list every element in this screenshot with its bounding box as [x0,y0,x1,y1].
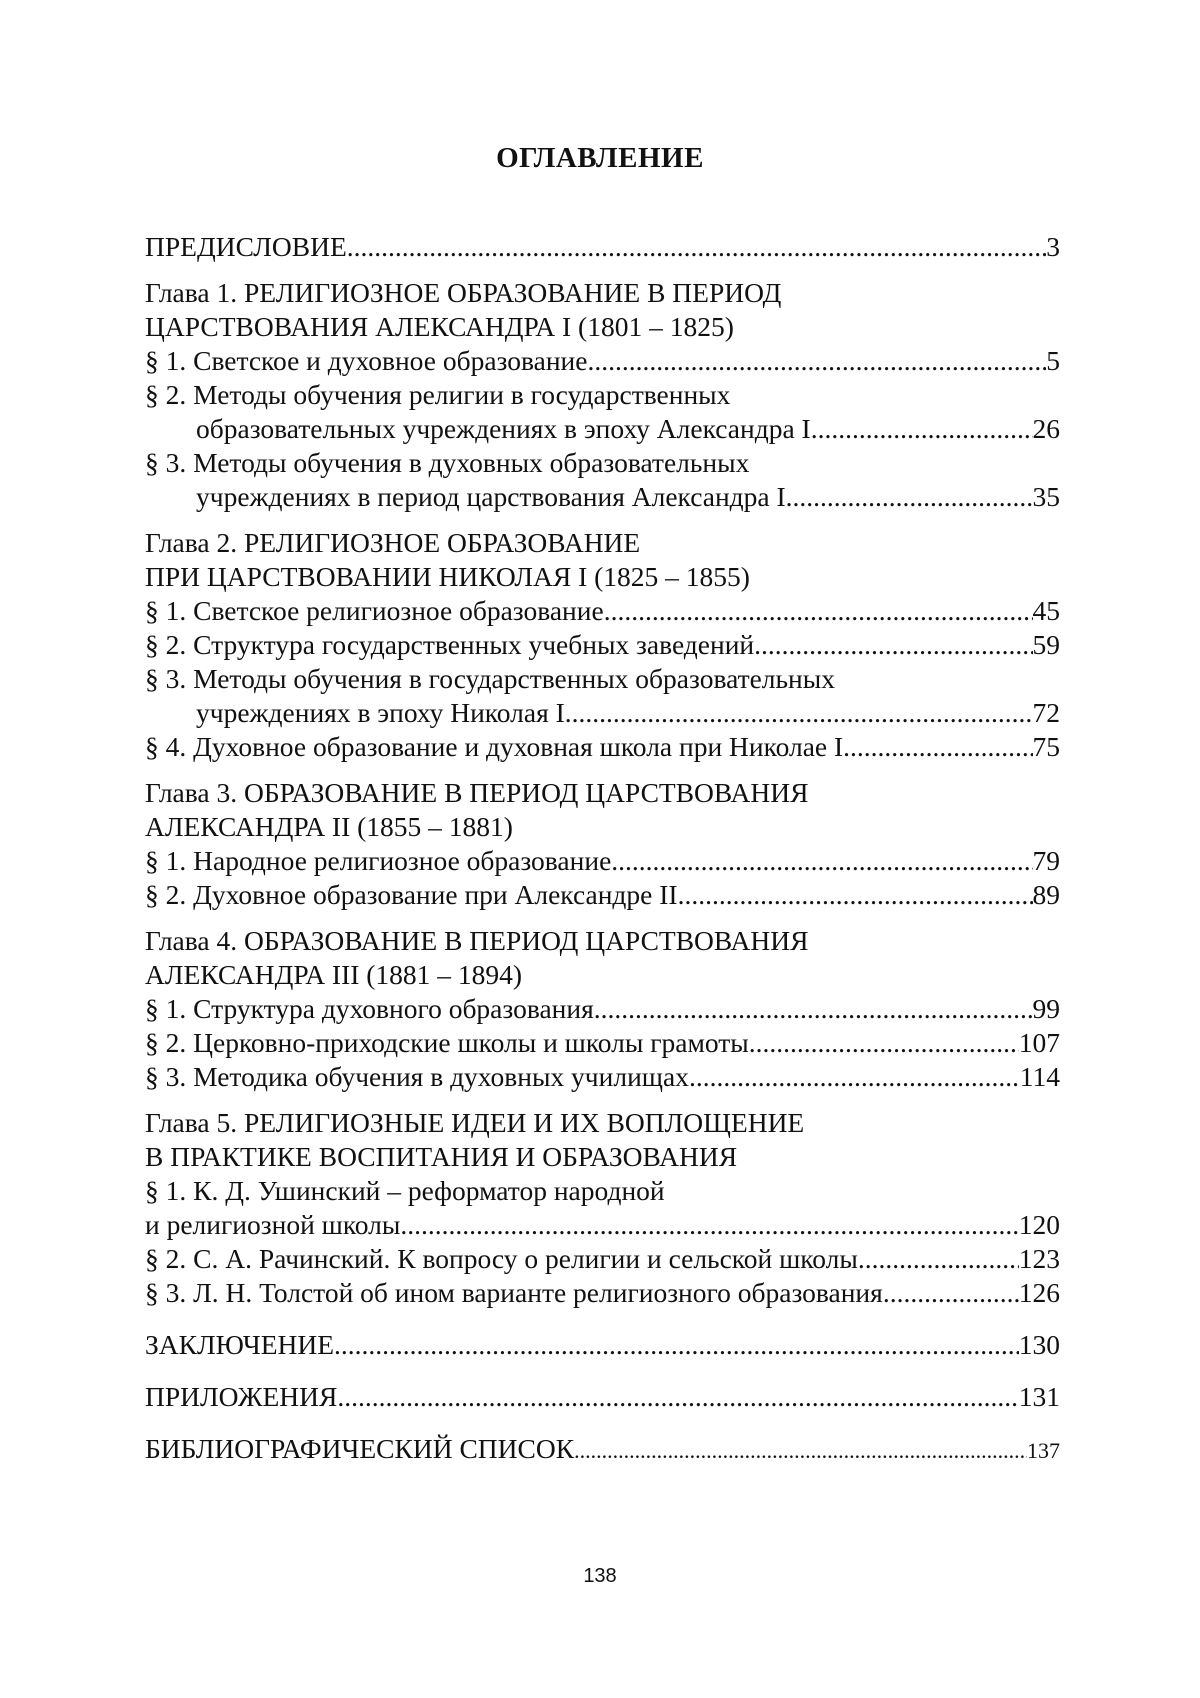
entry-title: ЗАКЛЮЧЕНИЕ [145,1329,335,1360]
entry-title: § 3. Л. Н. Толстой об ином варианте религиозного образования [145,1277,883,1308]
chapter-2-heading[interactable]: Глава 2. РЕЛИГИОЗНОЕ ОБРАЗОВАНИЕ [145,527,641,558]
toc-entry-ch2-s2[interactable] [145,628,1060,662]
dot-leader [678,878,1033,912]
dot-leader [587,344,1046,378]
toc-entry-ch5-s1-title[interactable]: § 1. К. Д. Ушинский – реформатор народной [145,1175,665,1206]
dot-leader [334,1328,1019,1362]
toc-entry-appendix[interactable] [145,1380,1060,1414]
dot-leader [786,480,1033,514]
entry-title: § 1. Светское и духовное образование [145,345,588,376]
page-ref: 131 [1018,1381,1060,1412]
chapter-1-heading-cont[interactable]: ЦАРСТВОВАНИЯ АЛЕКСАНДРА I (1801 – 1825) [145,311,734,342]
entry-title: и религиозной школы [145,1209,401,1240]
toc-entry-bibliography[interactable] [145,1432,1060,1466]
toc-entry-ch4-s3[interactable] [145,1060,1060,1094]
page-title: ОГЛАВЛЕНИЕ [496,142,704,174]
entry-title: § 1. Светское религиозное образование [145,595,604,626]
chapter-4-heading-cont[interactable]: АЛЕКСАНДРА III (1881 – 1894) [145,959,523,990]
chapter-5-heading[interactable]: Глава 5. РЕЛИГИОЗНЫЕ ИДЕИ И ИХ ВОПЛОЩЕНИЕ [145,1107,805,1138]
toc-entry-ch1-s1[interactable] [145,344,1060,378]
chapter-1-heading[interactable]: Глава 1. РЕЛИГИОЗНОЕ ОБРАЗОВАНИЕ В ПЕРИОД [145,277,782,308]
dot-leader [337,1380,1018,1414]
entry-title: учреждениях в период царствования Александра I [196,481,786,512]
toc-entry-ch2-s1[interactable] [145,594,1060,628]
entry-title: § 2. Духовное образование при Александре II [145,879,678,910]
entry-title: учреждениях в эпоху Николая I [196,697,565,728]
page-ref: 114 [1019,1061,1060,1092]
page-ref: 35 [1032,481,1060,512]
dot-leader [749,1026,1019,1060]
page-ref: 59 [1032,629,1060,660]
toc-entry-ch4-s1[interactable] [145,992,1060,1026]
page-ref: 72 [1032,697,1060,728]
entry-title: § 2. Структура государственных учебных заведений [145,629,755,660]
toc-entry-ch4-s2[interactable] [145,1026,1060,1060]
page-number: 138 [583,1565,617,1587]
dot-leader [611,844,1032,878]
dot-leader [858,1242,1019,1276]
page-ref: 123 [1018,1243,1060,1274]
entry-title: ПРЕДИСЛОВИЕ [145,231,347,262]
page-ref: 130 [1018,1329,1060,1360]
toc-entry-ch2-s3[interactable] [145,696,1060,730]
toc-entry-ch3-s2[interactable] [145,878,1060,912]
toc-entry-ch1-s2-title[interactable]: § 2. Методы обучения религии в государственных [145,379,731,410]
toc-entry-ch5-s3[interactable] [145,1276,1060,1310]
entry-title: БИБЛИОГРАФИЧЕСКИЙ СПИСОК [145,1433,575,1464]
toc-entry-preface[interactable] [145,230,1060,264]
toc-entry-ch1-s3-title[interactable]: § 3. Методы обучения в духовных образовательных [145,447,750,478]
page-ref: 99 [1032,993,1060,1024]
dot-leader [883,1276,1019,1310]
chapter-5-heading-cont[interactable]: В ПРАКТИКЕ ВОСПИТАНИЯ И ОБРАЗОВАНИЯ [145,1141,738,1172]
page-ref: 137 [1027,1438,1060,1463]
toc-entry-ch3-s1[interactable] [145,844,1060,878]
dot-leader [565,696,1033,730]
toc-entry-ch1-s2[interactable] [145,412,1060,446]
chapter-4-heading[interactable]: Глава 4. ОБРАЗОВАНИЕ В ПЕРИОД ЦАРСТВОВАНИЯ [145,925,809,956]
entry-title: образовательных учреждениях в эпоху Александра I [196,413,811,444]
chapter-2-heading-cont[interactable]: ПРИ ЦАРСТВОВАНИИ НИКОЛАЯ I (1825 – 1855) [145,561,750,592]
page-ref: 79 [1032,845,1060,876]
dot-leader [754,628,1032,662]
page-ref: 26 [1032,413,1060,444]
page-ref: 120 [1018,1209,1060,1240]
entry-title: § 4. Духовное образование и духовная школа при Николае I [145,731,844,762]
toc-entry-ch5-s2[interactable] [145,1242,1060,1276]
entry-title: § 2. С. А. Рачинский. К вопросу о религии и сельской школы [145,1243,858,1274]
dot-leader [400,1208,1018,1242]
dot-leader [843,730,1032,764]
dot-leader [347,230,1047,264]
dot-leader [574,1434,1027,1466]
toc-entry-ch2-s4[interactable] [145,730,1060,764]
page-ref: 107 [1018,1027,1060,1058]
entry-title: § 2. Церковно-приходские школы и школы грамоты [145,1027,749,1058]
dot-leader [594,992,1033,1026]
table-of-contents [145,230,1060,1466]
chapter-3-heading[interactable]: Глава 3. ОБРАЗОВАНИЕ В ПЕРИОД ЦАРСТВОВАНИЯ [145,777,809,808]
chapter-3-heading-cont[interactable]: АЛЕКСАНДРА II (1855 – 1881) [145,811,513,842]
entry-title: § 1. Народное религиозное образование [145,845,612,876]
dot-leader [689,1060,1020,1094]
page-ref: 3 [1046,231,1060,262]
toc-entry-ch1-s3[interactable] [145,480,1060,514]
entry-title: ПРИЛОЖЕНИЯ [145,1381,338,1412]
page-ref: 45 [1032,595,1060,626]
page-ref: 89 [1032,879,1060,910]
toc-entry-ch2-s3-title[interactable]: § 3. Методы обучения в государственных образовательных [145,663,835,694]
dot-leader [811,412,1033,446]
toc-entry-conclusion[interactable] [145,1328,1060,1362]
entry-title: § 1. Структура духовного образования [145,993,594,1024]
page-ref: 126 [1018,1277,1060,1308]
dot-leader [604,594,1033,628]
entry-title: § 3. Методика обучения в духовных училищах [145,1061,689,1092]
toc-entry-ch5-s1[interactable] [145,1208,1060,1242]
page-ref: 5 [1046,345,1060,376]
page-ref: 75 [1032,731,1060,762]
